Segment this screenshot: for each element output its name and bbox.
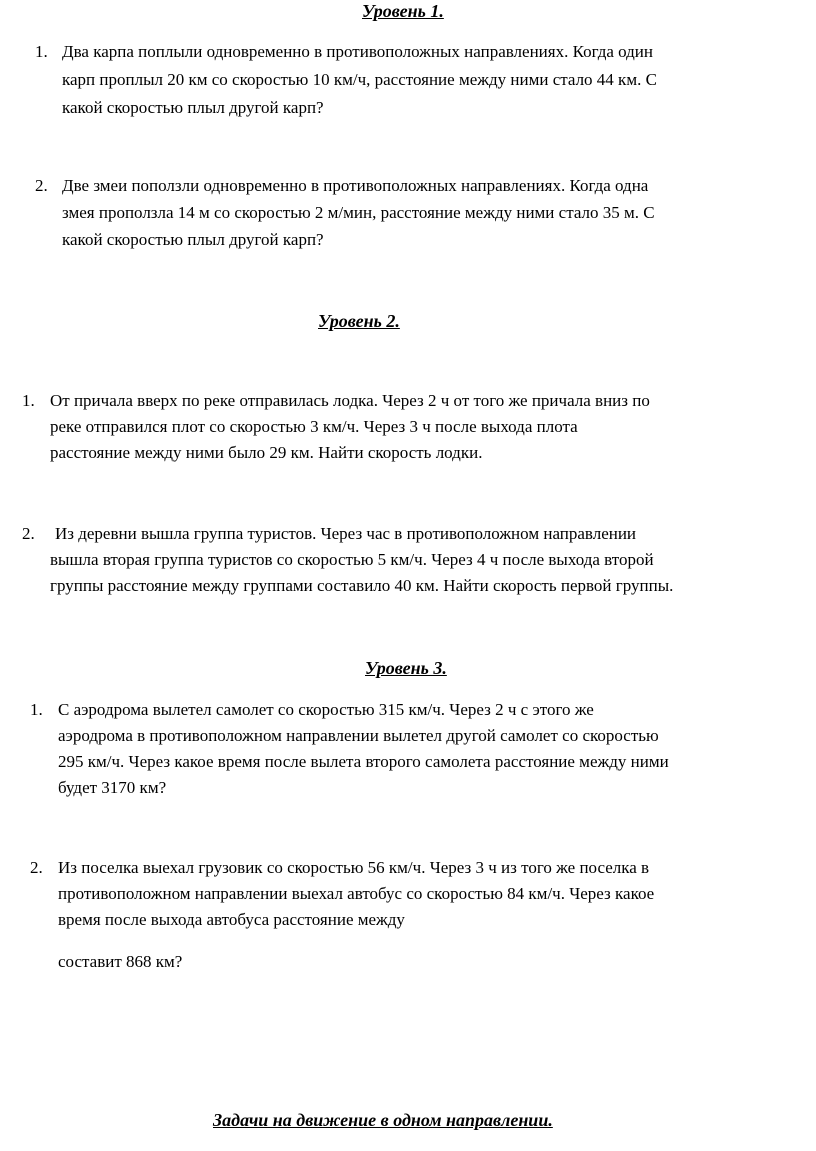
level-2-problem-1-number: 1. <box>22 391 35 410</box>
level-2-problem-1-line-1: От причала вверх по реке отправилась лодка. Через 2 ч от того же причала вниз по <box>50 391 650 410</box>
level-2-problem-2-line-2: вышла вторая группа туристов со скоростью 5 км/ч. Через 4 ч после выхода второй <box>50 550 654 569</box>
level-3-problem-1-line-2: аэродрома в противоположном направлении вылетел другой самолет со скоростью <box>58 726 659 745</box>
level-1-heading: Уровень 1. <box>362 1 444 21</box>
level-1-problem-2-number: 2. <box>35 176 48 195</box>
level-3-problem-1-line-4: будет 3170 км? <box>58 778 167 797</box>
level-2-problem-2-number: 2. <box>22 524 35 543</box>
level-3-problem-2-line-1: Из поселка выехал грузовик со скоростью 56 км/ч. Через 3 ч из того же поселка в <box>58 858 650 877</box>
level-3-problem-1-line-1: С аэродрома вылетел самолет со скоростью 315 км/ч. Через 2 ч с этого же <box>58 700 594 719</box>
level-1-problem-2-line-3: какой скоростью плыл другой карп? <box>62 230 324 249</box>
level-3-problem-2-line-4: составит 868 км? <box>58 952 183 971</box>
level-2-problem-2-line-3: группы расстояние между группами составило 40 км. Найти скорость первой группы. <box>50 576 674 595</box>
level-1-problem-2-line-1: Две змеи поползли одновременно в противоположных направлениях. Когда одна <box>62 176 649 195</box>
level-3-problem-1-number: 1. <box>30 700 43 719</box>
level-1-problem-1-line-2: карп проплыл 20 км со скоростью 10 км/ч, расстояние между ними стало 44 км. С <box>62 70 657 89</box>
level-1-problem-1-line-1: Два карпа поплыли одновременно в противоположных направлениях. Когда один <box>62 42 654 61</box>
level-2-problem-1-line-2: реке отправился плот со скоростью 3 км/ч. Через 3 ч после выхода плота <box>50 417 578 436</box>
level-3-problem-2-line-3: время после выхода автобуса расстояние между <box>58 910 405 929</box>
level-2-problem-1-line-3: расстояние между ними было 29 км. Найти скорость лодки. <box>50 443 483 462</box>
level-2-problem-2-line-1: Из деревни вышла группа туристов. Через час в противоположном направлении <box>55 524 637 543</box>
footer-heading: Задачи на движение в одном направлении. <box>213 1110 553 1130</box>
level-2-heading: Уровень 2. <box>318 311 400 331</box>
level-3-problem-2-number: 2. <box>30 858 43 877</box>
level-3-heading: Уровень 3. <box>365 658 447 678</box>
level-3-problem-1-line-3: 295 км/ч. Через какое время после вылета второго самолета расстояние между ними <box>58 752 669 771</box>
level-1-problem-2-line-2: змея проползла 14 м со скоростью 2 м/мин, расстояние между ними стало 35 м. С <box>62 203 655 222</box>
level-1-problem-1-line-3: какой скоростью плыл другой карп? <box>62 98 324 117</box>
level-3-problem-2-line-2: противоположном направлении выехал автобус со скоростью 84 км/ч. Через какое <box>58 884 655 903</box>
level-1-problem-1-number: 1. <box>35 42 48 61</box>
